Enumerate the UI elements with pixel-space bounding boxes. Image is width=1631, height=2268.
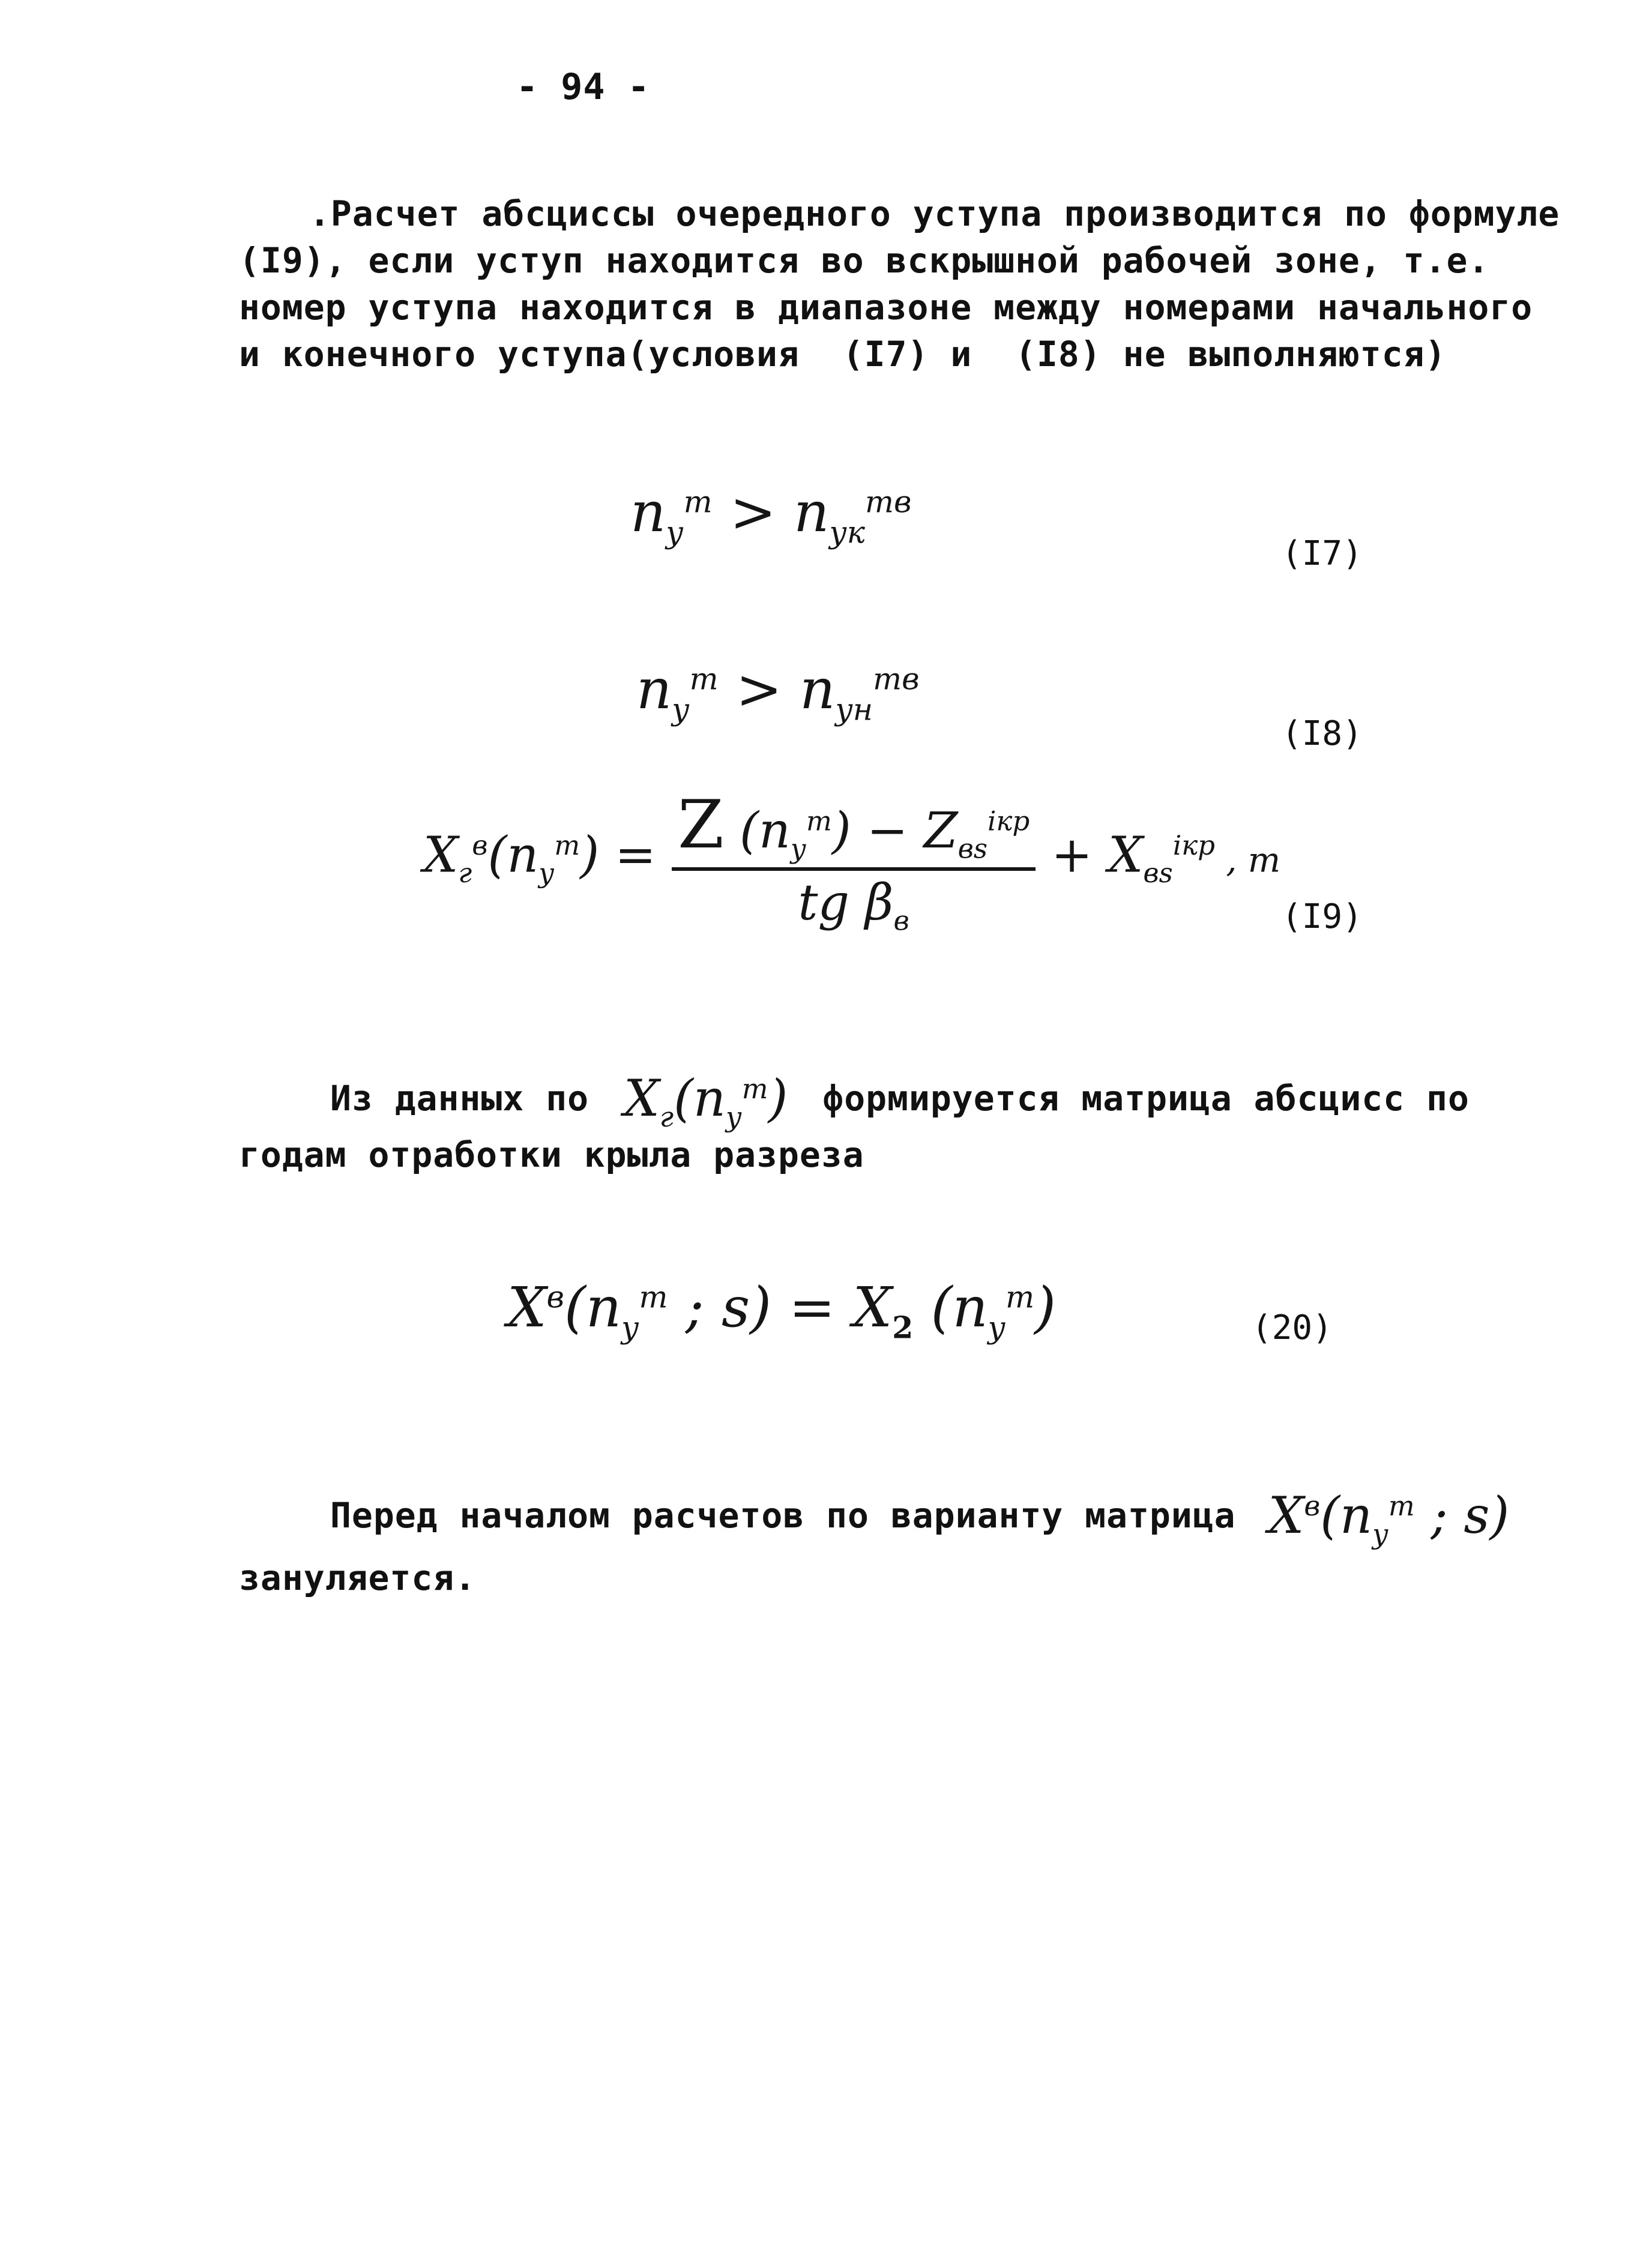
paragraph-matrix-formula-arg-close: ) xyxy=(768,1069,788,1128)
eq17-lhs: n xyxy=(630,480,666,544)
equation-17 xyxy=(630,480,912,550)
paragraph-matrix-text-after: формируется матрица абсцисс по xyxy=(801,1078,1470,1119)
paragraph-reset-formula-arg: (n xyxy=(1320,1486,1373,1545)
paragraph-reset-formula xyxy=(1268,1486,1510,1550)
eq19-num-arg-sub: у xyxy=(790,832,806,865)
equation-18 xyxy=(636,657,920,727)
eq20-lhs-arg-sup: m xyxy=(639,1279,668,1315)
eq19-numerator xyxy=(672,786,1036,871)
eq18-rhs-sup: mв xyxy=(873,661,920,697)
eq19-den-sub: в xyxy=(893,904,909,937)
eq17-lhs-sup: m xyxy=(683,484,713,520)
eq17-operator: > n xyxy=(712,480,830,544)
eq20-lhs-arg-close: ; s) = X xyxy=(668,1275,893,1340)
equation-18-number: (I8) xyxy=(1282,714,1363,753)
eq19-num-arg: (n xyxy=(723,802,791,859)
equation-17-number: (I7) xyxy=(1282,534,1363,573)
eq17-lhs-sub: у xyxy=(666,514,684,550)
eq19-num-z2-sub: вs xyxy=(957,832,987,865)
paragraph-reset-line-2: зануляется. xyxy=(239,1557,477,1598)
paragraph-reset-text-before: Перед началом расчетов по варианту матрица xyxy=(330,1495,1258,1536)
equation-20 xyxy=(507,1275,1056,1346)
equation-19 xyxy=(423,786,1281,937)
paragraph-matrix-formula xyxy=(623,1069,788,1133)
equation-19-number: (I9) xyxy=(1282,897,1363,936)
eq19-den: tg β xyxy=(798,874,894,931)
paragraph-matrix-line-2: годам отработки крыла разреза xyxy=(239,1134,864,1175)
paragraph-matrix-text-before: Из данных по xyxy=(330,1078,610,1119)
paragraph-reset-formula-arg-close: ; s) xyxy=(1414,1486,1510,1545)
eq17-rhs-sup: mв xyxy=(865,484,912,520)
eq20-rhs-arg: (n xyxy=(913,1275,988,1340)
equation-20-number: (20) xyxy=(1252,1308,1333,1347)
eq19-num-arg-close: ) − Z xyxy=(831,802,958,859)
paragraph-matrix-formula-arg-sub: у xyxy=(725,1100,742,1133)
paragraph-intro-line-3: номер уступа находится в диапазоне между номерами начального xyxy=(239,287,1533,328)
paragraph-intro-line-1: .Расчет абсциссы очередного уступа производится по формуле xyxy=(309,193,1560,234)
eq18-lhs-sup: m xyxy=(689,661,719,697)
eq18-lhs-sub: у xyxy=(672,691,690,727)
eq19-plus-x: + X xyxy=(1051,826,1144,884)
paragraph-reset-formula-var: X xyxy=(1268,1486,1304,1545)
eq20-lhs-arg-sub: у xyxy=(621,1310,639,1346)
paragraph-reset-line-1 xyxy=(330,1482,1509,1548)
paragraph-intro-line-4: и конечного уступа(условия (I7) и (I8) не выполняются) xyxy=(239,334,1447,374)
eq20-rhs-sub: 2 xyxy=(892,1309,914,1346)
eq19-lhs-arg-sup: m xyxy=(554,829,580,862)
eq19-lhs-arg: (n xyxy=(487,826,539,884)
paragraph-matrix-line-1 xyxy=(330,1065,1470,1131)
eq19-x-sub: вs xyxy=(1143,856,1173,889)
eq19-fraction xyxy=(672,786,1036,937)
eq19-num-z2-sup: iкр xyxy=(987,805,1030,837)
eq19-lhs-arg-sub: у xyxy=(538,856,555,889)
eq20-rhs-arg-sub: у xyxy=(987,1310,1006,1346)
paragraph-matrix-formula-arg-sup: m xyxy=(741,1072,768,1105)
paragraph-matrix-formula-var: X xyxy=(623,1069,660,1128)
paragraph-matrix-formula-arg: (n xyxy=(674,1069,726,1128)
eq19-num-arg-sup: m xyxy=(806,805,832,837)
eq17-rhs-sub: ук xyxy=(829,514,865,550)
eq19-lhs-var: X xyxy=(423,826,459,884)
eq20-lhs-var: X xyxy=(507,1275,547,1340)
paragraph-reset-formula-sup: в xyxy=(1304,1490,1321,1522)
paragraph-intro-line-2: (I9), если уступ находится во вскрышной рабочей зоне, т.е. xyxy=(239,240,1490,281)
page-number: - 94 - xyxy=(516,66,650,108)
eq18-rhs-sub: ун xyxy=(835,691,873,727)
eq19-num-z: Z xyxy=(678,786,724,864)
eq20-lhs-arg: (n xyxy=(564,1275,622,1340)
eq19-unit: , m xyxy=(1215,840,1281,880)
paragraph-reset-formula-arg-sup: m xyxy=(1388,1490,1415,1522)
eq19-lhs-arg-close: ) = xyxy=(580,826,656,884)
paragraph-matrix-formula-sub: г xyxy=(659,1100,674,1133)
eq19-lhs-sub: г xyxy=(458,856,472,889)
paragraph-reset-formula-arg-sub: у xyxy=(1372,1517,1388,1550)
eq20-lhs-sup: в xyxy=(546,1279,564,1315)
eq18-lhs: n xyxy=(636,657,672,721)
eq20-rhs-arg-close: ) xyxy=(1034,1275,1056,1340)
eq19-x-sup: iкр xyxy=(1172,829,1216,862)
eq19-lhs-sup: в xyxy=(472,829,488,862)
eq20-rhs-arg-sup: m xyxy=(1005,1279,1035,1315)
eq18-operator: > n xyxy=(718,657,836,721)
eq19-denominator xyxy=(672,871,1036,937)
